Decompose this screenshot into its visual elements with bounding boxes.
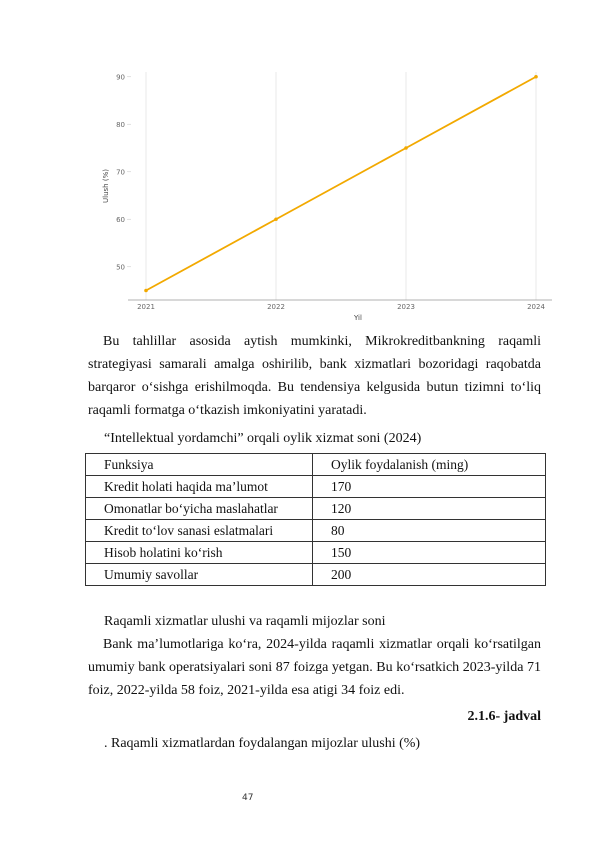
table-row (86, 498, 546, 520)
x-axis-label: Yil (354, 314, 362, 322)
y-axis-label: Ulush (%) (102, 169, 110, 203)
y-tick-label: 70 (116, 168, 125, 177)
table-row (86, 564, 546, 586)
row-usage: 120 (313, 498, 546, 520)
row-usage: 80 (313, 520, 546, 542)
row-usage: 200 (313, 564, 546, 586)
row-function: Omonatlar bo‘yicha maslahatlar (86, 498, 313, 520)
table-row (86, 520, 546, 542)
row-function: Umumiy savollar (86, 564, 313, 586)
share-line-chart (96, 64, 558, 326)
service-usage-table (85, 453, 546, 586)
table-title: “Intellektual yordamchi” orqali oylik xizmat soni (2024) (104, 431, 422, 446)
row-usage: 170 (313, 476, 546, 498)
y-tick-label: 50 (116, 263, 125, 272)
y-tick-label: 80 (116, 120, 125, 129)
y-tick-label: 60 (116, 215, 125, 224)
header-function: Funksiya (86, 454, 313, 476)
x-tick-label: 2022 (267, 303, 285, 311)
paragraph-digital-share: Bank ma’lumotlariga ko‘ra, 2024-yilda raqamli xizmatlar orqali ko‘rsatilgan umumiy bank operatsiyalari soni 87 foizga yetgan. Bu ko‘rsatkich 2023-yilda 71 foiz, 2022-yilda 58 foiz, 2021-yilda esa atigi 34 foiz edi. (88, 637, 541, 698)
table-header-row (86, 454, 546, 476)
series-line (146, 77, 536, 291)
x-tick-label: 2021 (137, 303, 155, 311)
table-row (86, 476, 546, 498)
paragraph-conclusion: Bu tahlillar asosida aytish mumkinki, Mikrokreditbankning raqamli strategiyasi samarali amalga oshirilib, bank xizmatlari bozoridagi raqobatda barqaror o‘sishga erishilmoqda. Bu tendensiya kelgusida butun tizimni to‘liq raqamli formatga o‘tkazish imkoniyatini yaratadi. (88, 334, 541, 418)
data-point (534, 75, 538, 79)
x-tick-label: 2023 (397, 303, 415, 311)
section-heading: Raqamli xizmatlar ulushi va raqamli mijozlar soni (104, 614, 386, 629)
data-point (144, 289, 148, 293)
x-tick-label: 2024 (527, 303, 545, 311)
row-function: Kredit holati haqida ma’lumot (86, 476, 313, 498)
table-caption: . Raqamli xizmatlardan foydalangan mijozlar ulushi (%) (104, 736, 421, 751)
table-label: 2.1.6- jadval (467, 709, 541, 724)
page-number: 47 (242, 793, 254, 803)
row-function: Hisob holatini ko‘rish (86, 542, 313, 564)
data-point (404, 146, 408, 150)
chart-svg (96, 64, 558, 326)
header-usage: Oylik foydalanish (ming) (313, 454, 546, 476)
row-function: Kredit to‘lov sanasi eslatmalari (86, 520, 313, 542)
table-row (86, 542, 546, 564)
y-tick-label: 90 (116, 73, 125, 82)
row-usage: 150 (313, 542, 546, 564)
data-point (274, 217, 278, 221)
